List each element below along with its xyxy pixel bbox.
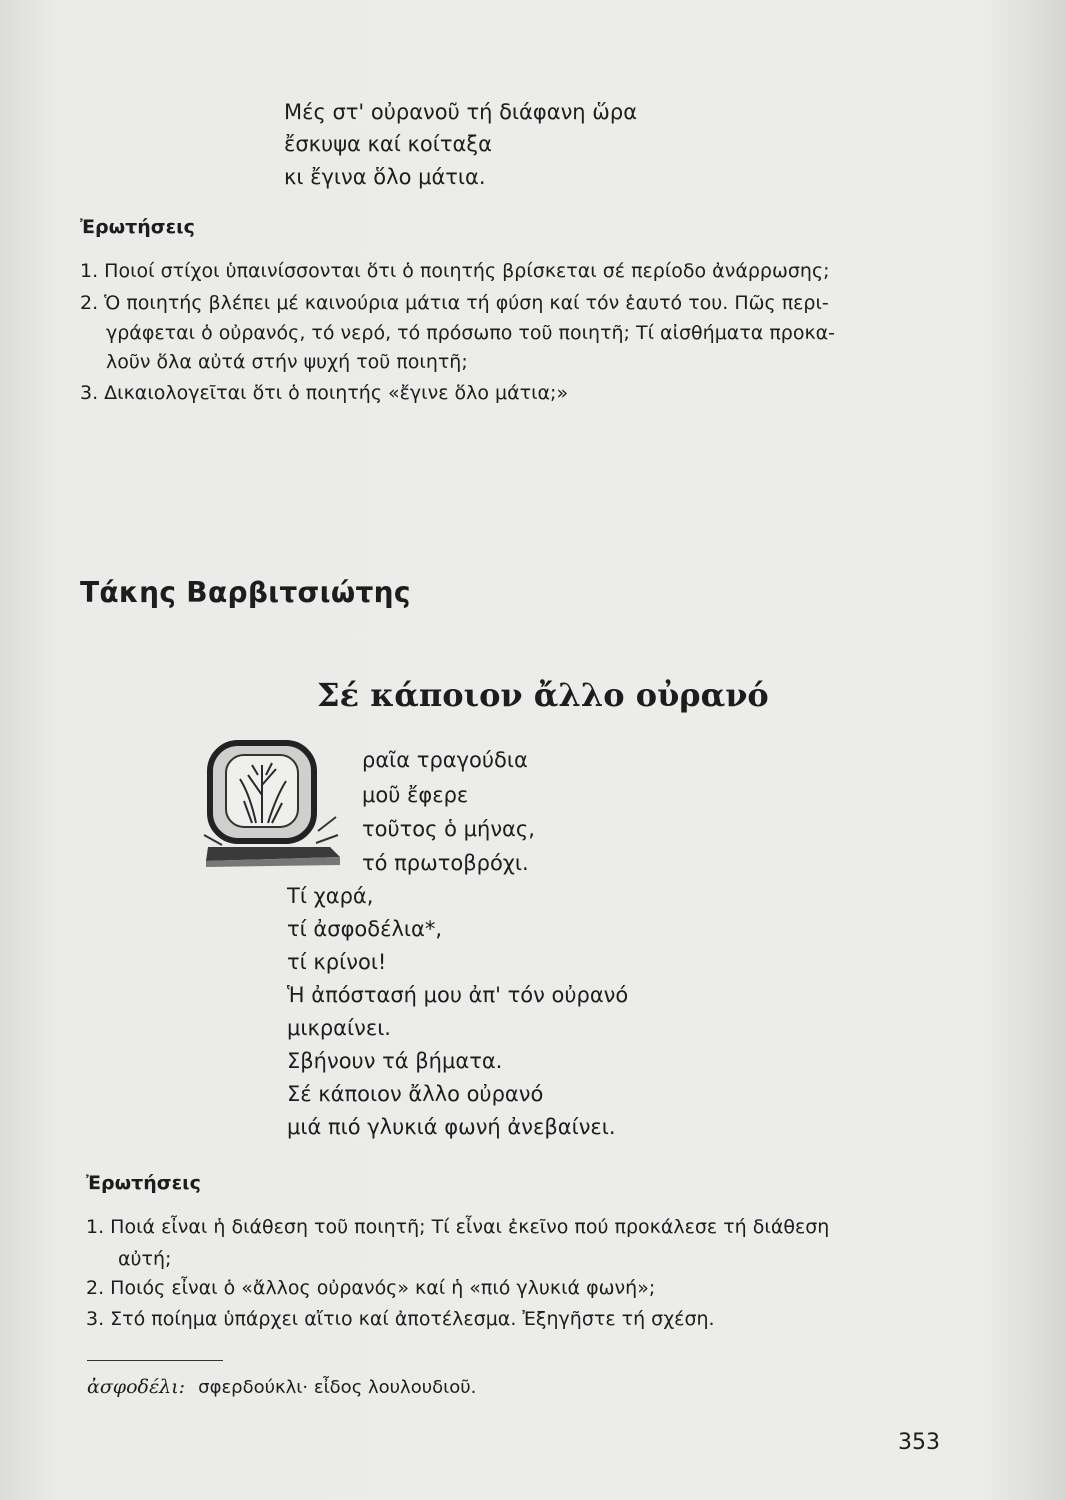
poem-line: μικραίνει. (287, 1016, 391, 1040)
footnote-divider (87, 1360, 223, 1361)
footnote-definition: σφερδούκλι· εἶδος λουλουδιοῦ. (198, 1377, 477, 1398)
poem-line: Σβήνουν τά βήματα. (287, 1049, 503, 1073)
poem-line: μοῦ ἔφερε (362, 783, 469, 807)
question-item: 2. Ποιός εἶναι ὁ «ἄλλος οὐρανός» καί ἡ «πιό γλυκιά φωνή»; (86, 1277, 656, 1299)
poem-line: Σέ κάποιον ἄλλο οὐρανό (287, 1082, 544, 1106)
poem-line: Ἡ ἀπόστασή μου ἀπ' τόν οὐρανό (287, 983, 629, 1007)
footnote-term: ἀσφοδέλι: (87, 1376, 186, 1398)
question-item: 1. Ποιά εἶναι ἡ διάθεση τοῦ ποιητῆ; Τί εἶναι ἐκεῖνο πού προκάλεσε τή διάθεση (86, 1216, 830, 1238)
questions-heading: Ἐρωτήσεις (86, 1172, 201, 1194)
question-item-continuation: γράφεται ὁ οὐρανός, τό νερό, τό πρόσωπο τοῦ ποιητῆ; Τί αἰσθήματα προκα- (106, 322, 836, 344)
ornament-initial (200, 735, 350, 875)
question-item-continuation: λοῦν ὅλα αὐτά στήν ψυχή τοῦ ποιητῆ; (106, 351, 468, 373)
footnote (87, 1376, 476, 1398)
question-item: 1. Ποιοί στίχοι ὑπαινίσσονται ὅτι ὁ ποιητής βρίσκεται σέ περίοδο ἀνάρρωσης; (80, 260, 830, 282)
reeds-icon (200, 735, 350, 875)
poem-line: ραῖα τραγούδια (362, 748, 528, 772)
poem-line: μιά πιό γλυκιά φωνή ἀνεβαίνει. (287, 1115, 616, 1139)
poem-line: τί ἀσφοδέλια*, (287, 917, 443, 941)
poem-title: Σέ κάποιον ἄλλο οὐρανό (317, 676, 769, 714)
poem-line: Τί χαρά, (287, 884, 374, 908)
question-item-continuation: αὐτή; (118, 1248, 172, 1270)
question-item: 3. Δικαιολογεῖται ὅτι ὁ ποιητής «ἔγινε ὅλο μάτια;» (80, 382, 569, 404)
poet-name: Τάκης Βαρβιτσιώτης (80, 576, 411, 609)
question-item: 3. Στό ποίημα ὑπάρχει αἴτιο καί ἀποτέλεσμα. Ἐξηγῆστε τή σχέση. (86, 1308, 715, 1330)
top-poem-line: ἔσκυψα καί κοίταξα (284, 132, 492, 156)
top-poem-line: Μές στ' οὐρανοῦ τή διάφανη ὥρα (284, 100, 638, 124)
page-number: 353 (898, 1430, 940, 1455)
poem-line: τοῦτος ὁ μήνας, (362, 817, 535, 841)
questions-heading: Ἐρωτήσεις (80, 216, 195, 238)
poem-line: τό πρωτοβρόχι. (362, 851, 529, 875)
question-item: 2. Ὁ ποιητής βλέπει μέ καινούρια μάτια τή φύση καί τόν ἑαυτό του. Πῶς περι- (80, 292, 829, 314)
top-poem-line: κι ἔγινα ὅλο μάτια. (284, 165, 486, 189)
poem-line: τί κρίνοι! (287, 950, 387, 974)
